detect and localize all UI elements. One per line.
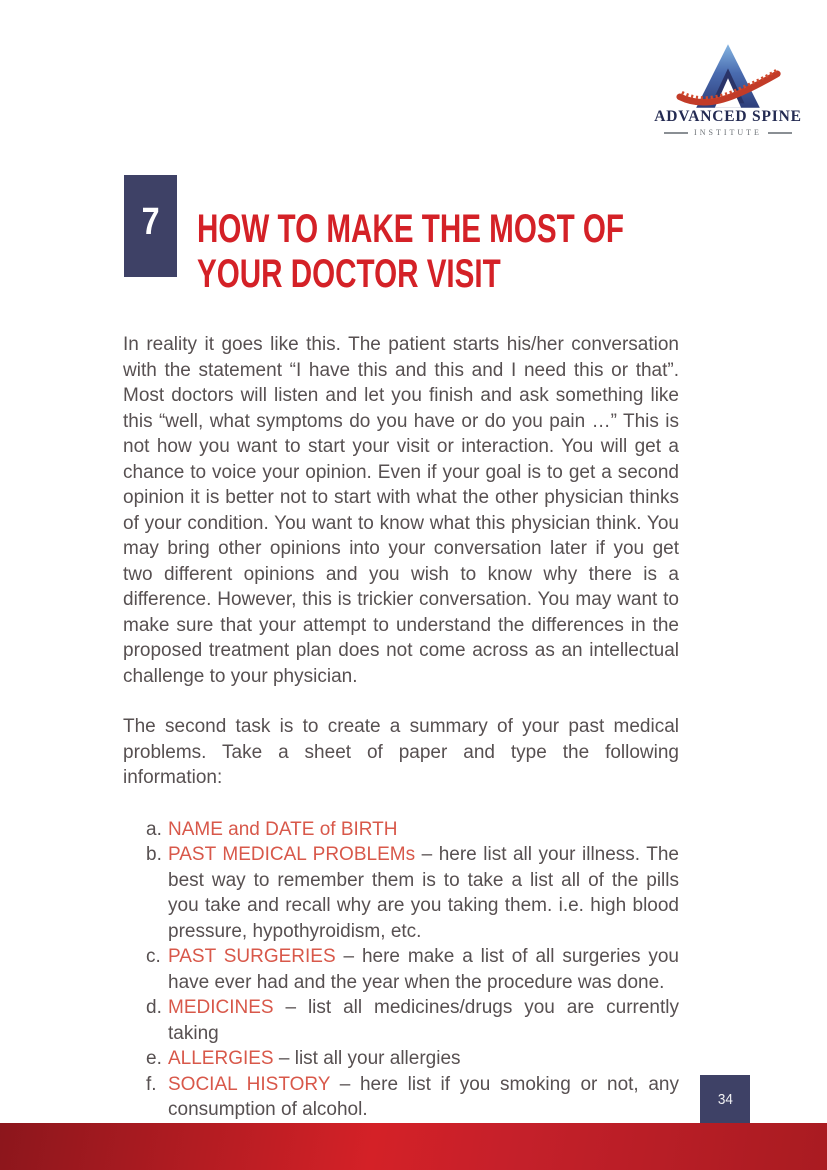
list-item-text [168,1072,679,1123]
list-item-marker: d. [146,997,162,1018]
list-item-marker: f. [146,1073,157,1095]
list-item [146,817,679,843]
list-item-text [168,842,679,944]
logo-rule-left [664,132,688,134]
list-item-marker: b. [146,844,162,865]
list-item [146,944,679,995]
list-item-term: SOCIAL HISTORY [168,1073,331,1095]
chapter-title [197,207,624,297]
list-item-rest: – list all your allergies [273,1048,461,1069]
chapter-number: 7 [141,200,160,243]
list-item-term: NAME and DATE of BIRTH [168,818,398,840]
logo-subname-text: INSTITUTE [694,128,762,137]
list-item [146,995,679,1046]
logo-subtitle [650,128,806,137]
spine-a-icon [673,42,783,110]
logo-name-text: ADVANCED SPINE [654,108,802,125]
list-item [146,1072,679,1123]
list-item-term: PAST SURGERIES [168,946,336,967]
list-item-rest: – list all medicines/drugs you are currently taking [168,997,679,1044]
list-item-rest: – here list all your illness. The best way to remember them is to take a list all of the pills you take and recall why are you taking them. i.e. high blood pressure, hypothyroidism, etc. [168,844,679,942]
logo-rule-right [768,132,792,134]
paragraph-2: The second task is to create a summary of your past medical problems. Take a sheet of paper and type the following information: [123,716,679,788]
body-copy [123,332,679,1123]
list-item-term: ALLERGIES [168,1048,274,1069]
list-item [146,1046,679,1072]
chapter-title-line-1: HOW TO MAKE THE MOST OF [197,207,624,251]
chapter-title-line-2: YOUR DOCTOR VISIT [197,252,501,296]
list-item-term: PAST MEDICAL PROBLEMs [168,844,416,865]
list-item-text [168,944,679,995]
paragraph-1: In reality it goes like this. The patient starts his/her conversation with the statement “I have this and this and I need this or that”. Most doctors will listen and let you finish and ask something like this “well, what symptoms do you have or do you pain …” This is not how you want to start your visit or interaction. You will get a chance to voice your opinion. Even if your goal is to get a second opinion it is better not to start with what the other physician thinks of your condition. You want to know what this physician think. You may bring other opinions into your conversation later if you get two different opinions and you wish to know why there is a difference. However, this is trickier conversation. You may want to make sure that your attempt to understand the differences in the proposed treatment plan does not come across as an intellectual challenge to your physician. [123,334,679,687]
list-item-text [168,1046,679,1072]
list-item-marker: a. [146,818,162,840]
footer-red-bar [0,1123,827,1170]
medical-summary-list [123,817,679,1123]
list-item-text [168,995,679,1046]
list-item-text [168,817,679,843]
page-number-box [700,1075,750,1123]
list-item-rest: – here make a list of all surgeries you have ever had and the year when the procedure was done. [168,946,679,993]
list-item-marker: c. [146,946,161,967]
chapter-number-box [124,175,177,277]
page-number: 34 [717,1090,733,1108]
list-item-marker: e. [146,1048,162,1069]
advanced-spine-institute-logo [650,42,806,137]
list-item [146,842,679,944]
list-item-rest: – here list if you smoking or not, any consumption of alcohol. [168,1073,679,1120]
list-item-term: MEDICINES [168,997,274,1018]
